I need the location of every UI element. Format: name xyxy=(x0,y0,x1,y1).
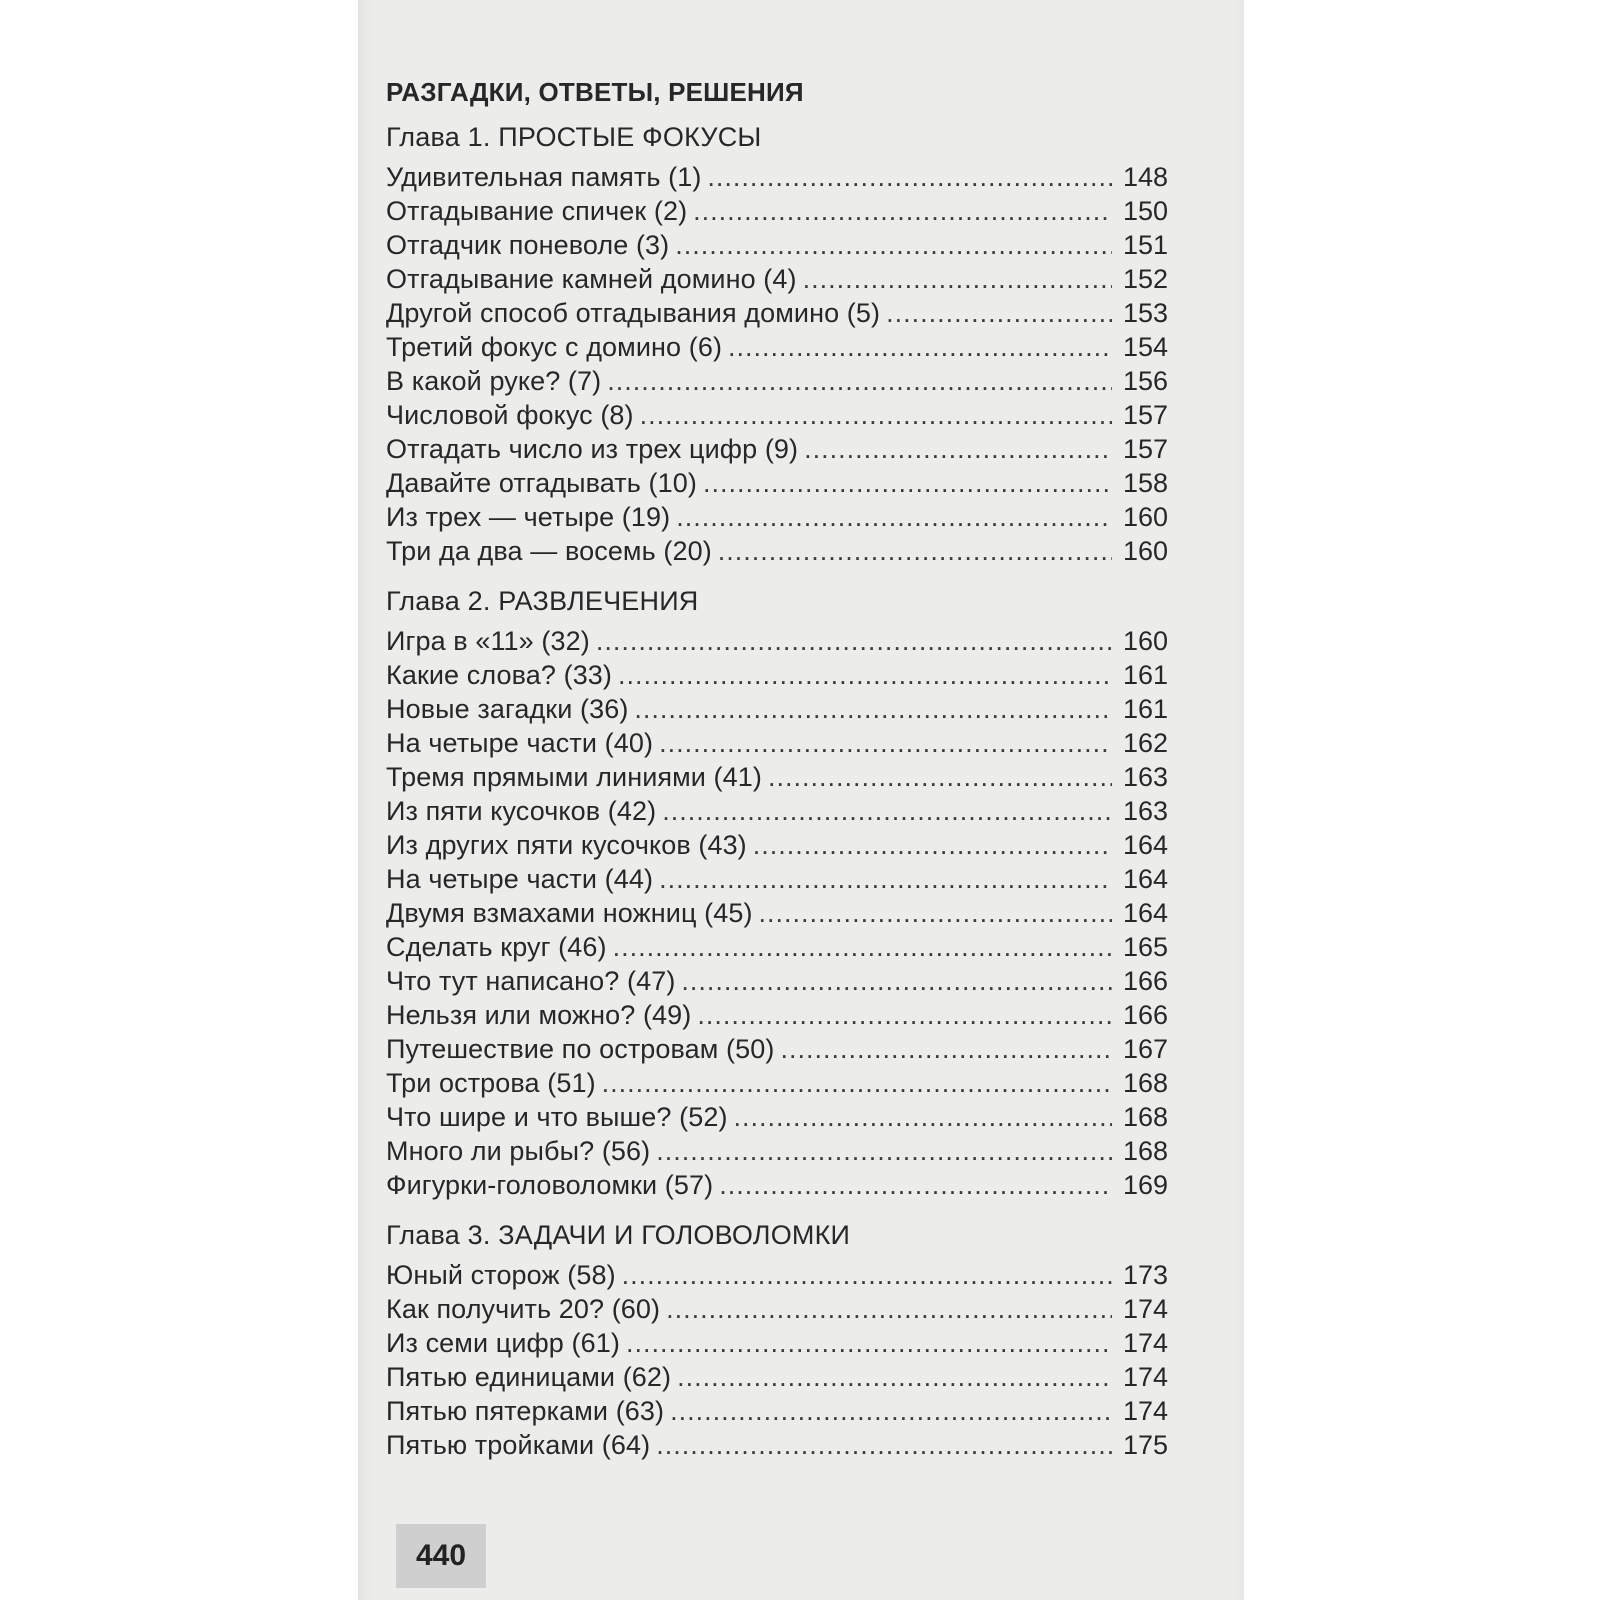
toc-entry xyxy=(386,828,1168,862)
toc-entry-page: 164 xyxy=(1122,864,1168,894)
toc-entry-page: 154 xyxy=(1122,332,1168,362)
toc-entry-title: Отгадчик поневоле (3) xyxy=(386,230,670,260)
chapter-1 xyxy=(386,114,1168,568)
dot-leader xyxy=(886,296,1112,330)
toc-entry-title: Пятью пятерками (63) xyxy=(386,1396,665,1426)
toc-entry xyxy=(386,1258,1168,1292)
toc-entry-page: 167 xyxy=(1122,1034,1168,1064)
dot-leader xyxy=(659,726,1112,760)
page-number: 440 xyxy=(396,1524,486,1588)
dot-leader xyxy=(780,1032,1112,1066)
toc-entry xyxy=(386,964,1168,998)
toc-entry-page: 152 xyxy=(1122,264,1168,294)
dot-leader xyxy=(659,862,1112,896)
toc-entry xyxy=(386,1360,1168,1394)
toc-entry xyxy=(386,930,1168,964)
dot-leader xyxy=(676,500,1112,534)
toc-entry xyxy=(386,330,1168,364)
toc-entry-page: 173 xyxy=(1122,1260,1168,1290)
dot-leader xyxy=(753,828,1112,862)
dot-leader xyxy=(626,1326,1112,1360)
toc-entry xyxy=(386,398,1168,432)
toc-entry xyxy=(386,160,1168,194)
toc-entry-title: Из пяти кусочков (42) xyxy=(386,796,657,826)
toc-entry-title: Три острова (51) xyxy=(386,1068,596,1098)
dot-leader xyxy=(662,794,1112,828)
toc-entry-page: 161 xyxy=(1122,660,1168,690)
toc-entry xyxy=(386,658,1168,692)
dot-leader xyxy=(634,692,1112,726)
toc-entry xyxy=(386,862,1168,896)
toc-entry-page: 161 xyxy=(1122,694,1168,724)
toc-entry xyxy=(386,1394,1168,1428)
toc-entry-page: 174 xyxy=(1122,1362,1168,1392)
toc-entry-title: Отгадывание спичек (2) xyxy=(386,196,688,226)
toc-entry-page: 165 xyxy=(1122,932,1168,962)
toc-entry xyxy=(386,760,1168,794)
chapter-title: Глава 1. ПРОСТЫЕ ФОКУСЫ xyxy=(386,122,762,152)
toc-entry-title: Пятью единицами (62) xyxy=(386,1362,672,1392)
toc-entry-page: 163 xyxy=(1122,796,1168,826)
toc-entry-page: 158 xyxy=(1122,468,1168,498)
toc-entry-title: На четыре части (44) xyxy=(386,864,654,894)
toc-entry-title: Удивительная память (1) xyxy=(386,162,702,192)
dot-leader xyxy=(804,432,1112,466)
toc-entry-title: Три да два — восемь (20) xyxy=(386,536,712,566)
dot-leader xyxy=(718,534,1112,568)
toc-entry-title: Тремя прямыми линиями (41) xyxy=(386,762,762,792)
toc-entry xyxy=(386,1168,1168,1202)
toc-entry-page: 168 xyxy=(1122,1102,1168,1132)
toc-entry xyxy=(386,794,1168,828)
toc-entry-title: Какие слова? (33) xyxy=(386,660,613,690)
toc-entry-title: Из семи цифр (61) xyxy=(386,1328,620,1358)
toc-entry-page: 160 xyxy=(1122,626,1168,656)
dot-leader xyxy=(719,1168,1112,1202)
toc-entry-title: Юный сторож (58) xyxy=(386,1260,616,1290)
chapter-title: Глава 3. ЗАДАЧИ И ГОЛОВОЛОМКИ xyxy=(386,1220,851,1250)
toc-entry-page: 162 xyxy=(1122,728,1168,758)
toc-entry-title: Что тут написано? (47) xyxy=(386,966,676,996)
dot-leader xyxy=(703,466,1112,500)
chapter-2 xyxy=(386,578,1168,1202)
toc-entry-page: 164 xyxy=(1122,830,1168,860)
toc-entry-title: Фигурки-головоломки (57) xyxy=(386,1170,714,1200)
toc-entry-title: Много ли рыбы? (56) xyxy=(386,1136,651,1166)
toc-entry-page: 160 xyxy=(1122,502,1168,532)
dot-leader xyxy=(707,160,1112,194)
toc-entry-title: В какой руке? (7) xyxy=(386,366,602,396)
toc-entry xyxy=(386,262,1168,296)
dot-leader xyxy=(607,364,1112,398)
toc-entry-page: 148 xyxy=(1122,162,1168,192)
toc-entry xyxy=(386,364,1168,398)
toc-entry-title: Игра в «11» (32) xyxy=(386,626,590,656)
toc-entry xyxy=(386,896,1168,930)
toc-entry-title: Числовой фокус (8) xyxy=(386,400,634,430)
toc-entry-page: 175 xyxy=(1122,1430,1168,1460)
dot-leader xyxy=(734,1100,1112,1134)
toc-entry-title: Путешествие по островам (50) xyxy=(386,1034,775,1064)
chapter-3 xyxy=(386,1212,1168,1462)
toc-entry xyxy=(386,466,1168,500)
dot-leader xyxy=(613,930,1112,964)
chapter-entries xyxy=(386,1258,1168,1462)
toc-entry-title: Давайте отгадывать (10) xyxy=(386,468,697,498)
toc-entry-title: Пятью тройками (64) xyxy=(386,1430,651,1460)
toc-entry-title: Отгадывание камней домино (4) xyxy=(386,264,797,294)
toc-entry-page: 163 xyxy=(1122,762,1168,792)
toc-entry-page: 168 xyxy=(1122,1136,1168,1166)
toc-entry-title: Что шире и что выше? (52) xyxy=(386,1102,728,1132)
dot-leader xyxy=(596,624,1112,658)
toc-entry-page: 157 xyxy=(1122,434,1168,464)
toc-entry xyxy=(386,1134,1168,1168)
toc-entry-title: Из трех — четыре (19) xyxy=(386,502,671,532)
toc-entry xyxy=(386,228,1168,262)
toc-entry xyxy=(386,296,1168,330)
toc-entry-page: 151 xyxy=(1122,230,1168,260)
toc-entry-title: На четыре части (40) xyxy=(386,728,654,758)
dot-leader xyxy=(675,228,1112,262)
dot-leader xyxy=(768,760,1112,794)
dot-leader xyxy=(677,1360,1112,1394)
chapter-entries xyxy=(386,160,1168,568)
toc-entry-page: 169 xyxy=(1122,1170,1168,1200)
dot-leader xyxy=(656,1428,1112,1462)
dot-leader xyxy=(759,896,1112,930)
toc-entry xyxy=(386,534,1168,568)
toc-entry-title: Отгадать число из трех цифр (9) xyxy=(386,434,799,464)
toc-entry-page: 174 xyxy=(1122,1328,1168,1358)
toc-entry-page: 166 xyxy=(1122,1000,1168,1030)
toc-entry xyxy=(386,726,1168,760)
toc-entry xyxy=(386,1428,1168,1462)
toc-entry-page: 174 xyxy=(1122,1396,1168,1426)
section-title: РАЗГАДКИ, ОТВЕТЫ, РЕШЕНИЯ xyxy=(386,77,804,107)
toc-entry-title: Нельзя или можно? (49) xyxy=(386,1000,692,1030)
dot-leader xyxy=(640,398,1112,432)
toc-entry xyxy=(386,1032,1168,1066)
toc-entry-title: Третий фокус с домино (6) xyxy=(386,332,723,362)
toc-entry xyxy=(386,1100,1168,1134)
toc-entry-title: Как получить 20? (60) xyxy=(386,1294,661,1324)
toc-entry-page: 166 xyxy=(1122,966,1168,996)
toc-entry-title: Другой способ отгадывания домино (5) xyxy=(386,298,881,328)
dot-leader xyxy=(618,658,1112,692)
dot-leader xyxy=(728,330,1112,364)
toc-entry-page: 153 xyxy=(1122,298,1168,328)
toc-entry-title: Двумя взмахами ножниц (45) xyxy=(386,898,753,928)
dot-leader xyxy=(622,1258,1112,1292)
toc-entry-title: Сделать круг (46) xyxy=(386,932,607,962)
toc-entry-page: 164 xyxy=(1122,898,1168,928)
chapter-title: Глава 2. РАЗВЛЕЧЕНИЯ xyxy=(386,586,699,616)
chapter-entries xyxy=(386,624,1168,1202)
toc-entry-page: 157 xyxy=(1122,400,1168,430)
dot-leader xyxy=(697,998,1112,1032)
toc-entry-title: Из других пяти кусочков (43) xyxy=(386,830,747,860)
toc-entry-title: Новые загадки (36) xyxy=(386,694,629,724)
dot-leader xyxy=(670,1394,1112,1428)
table-of-contents xyxy=(386,70,1168,1462)
toc-entry xyxy=(386,1292,1168,1326)
toc-entry xyxy=(386,1326,1168,1360)
dot-leader xyxy=(666,1292,1112,1326)
toc-entry xyxy=(386,194,1168,228)
toc-entry xyxy=(386,500,1168,534)
toc-entry xyxy=(386,432,1168,466)
toc-entry-page: 150 xyxy=(1122,196,1168,226)
dot-leader xyxy=(602,1066,1112,1100)
toc-entry xyxy=(386,624,1168,658)
dot-leader xyxy=(803,262,1112,296)
toc-entry xyxy=(386,692,1168,726)
toc-entry-page: 168 xyxy=(1122,1068,1168,1098)
toc-entry-page: 174 xyxy=(1122,1294,1168,1324)
dot-leader xyxy=(681,964,1112,998)
toc-entry xyxy=(386,1066,1168,1100)
dot-leader xyxy=(693,194,1112,228)
dot-leader xyxy=(656,1134,1112,1168)
toc-entry-page: 156 xyxy=(1122,366,1168,396)
toc-entry-page: 160 xyxy=(1122,536,1168,566)
toc-entry xyxy=(386,998,1168,1032)
